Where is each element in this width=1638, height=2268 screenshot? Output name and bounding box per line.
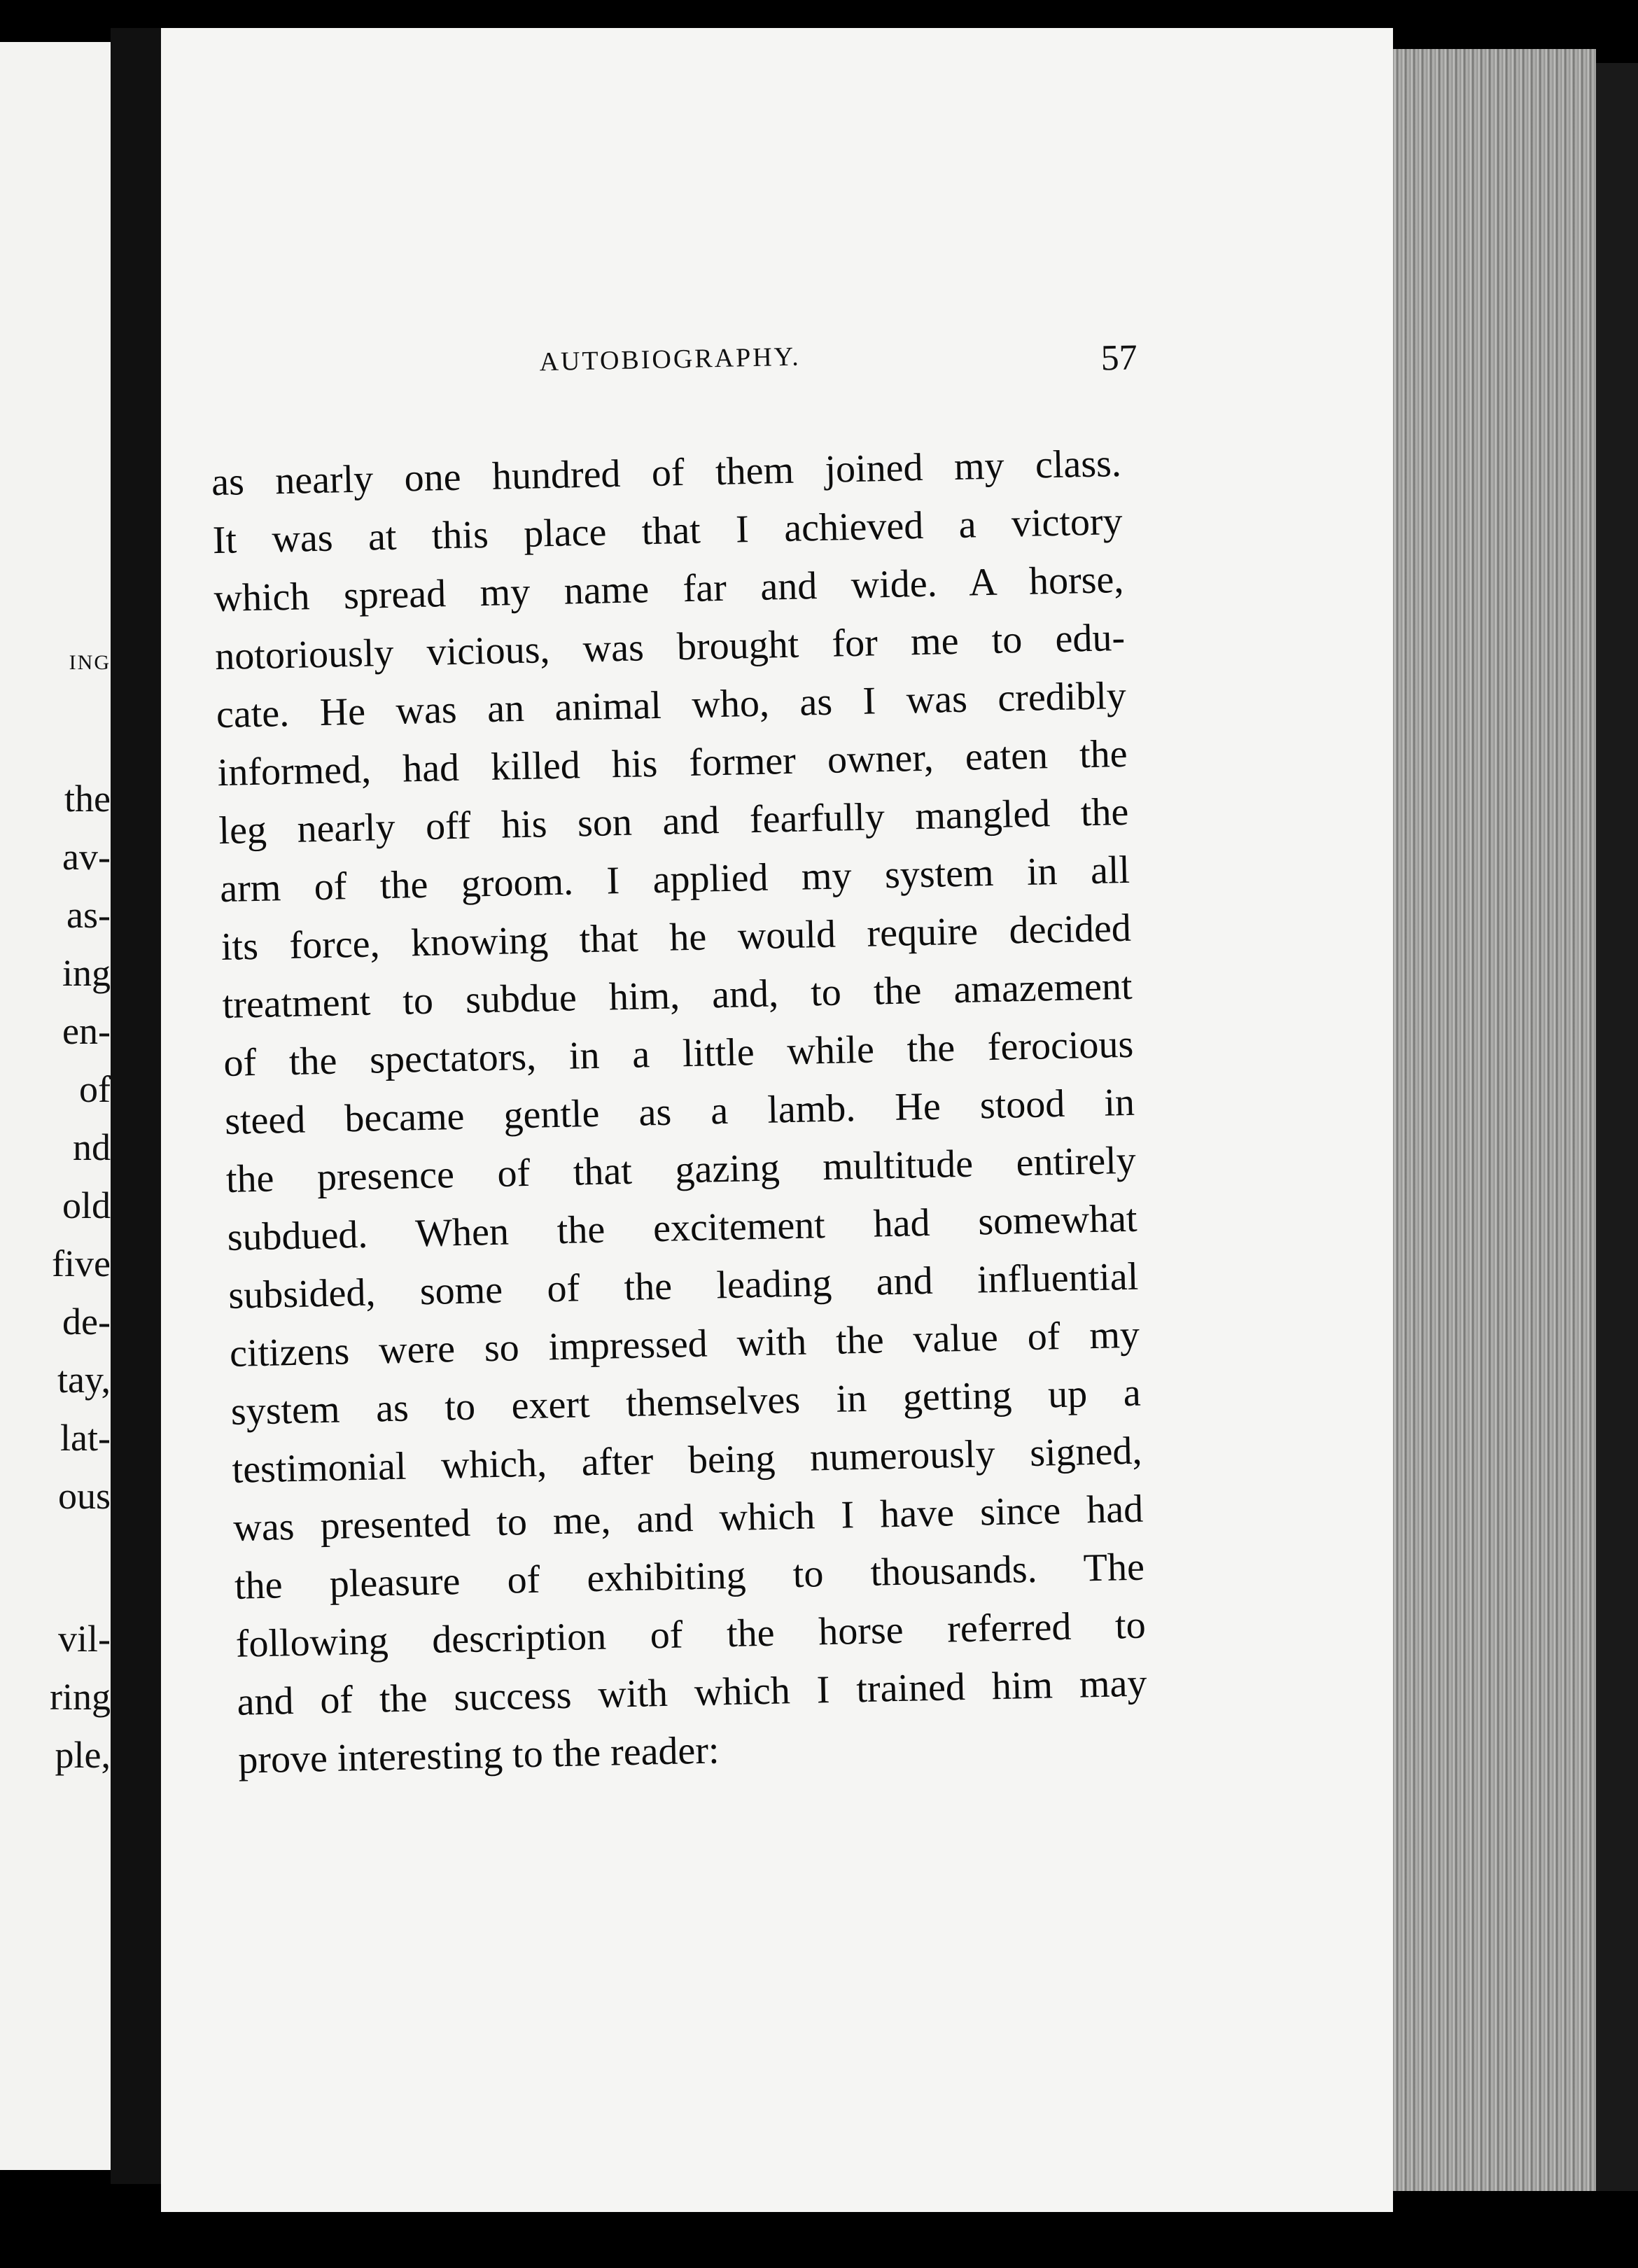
page-number: 57: [1100, 337, 1138, 379]
left-page-text-fragment: ring: [50, 1676, 111, 1718]
left-page-text-fragment: old: [62, 1184, 111, 1226]
text-line: the presence of that gazing multitude entirely: [225, 1138, 1137, 1201]
text-line: It was at this place that I achieved a victory: [212, 499, 1124, 563]
text-line: notoriously vicious, was brought for me to edu-: [214, 615, 1126, 679]
text-line: treatment to subdue him, and, to the amazement: [222, 964, 1133, 1028]
text-line: system as to exert themselves in getting up a: [230, 1371, 1142, 1434]
page-edges: [1393, 49, 1596, 2191]
text-line: leg nearly off his son and fearfully mangled the: [218, 790, 1129, 853]
left-page-text-fragment: ple,: [55, 1734, 111, 1776]
page-content: [141, 15, 1418, 2225]
text-line: subdued. When the excitement had somewhat: [227, 1196, 1138, 1259]
left-page-text-fragment: the: [64, 778, 111, 820]
running-head: AUTOBIOGRAPHY.: [539, 342, 802, 377]
left-page-text-fragment: en-: [62, 1010, 111, 1052]
text-line: prove interesting to the reader:: [237, 1728, 720, 1782]
text-line: its force, knowing that he would require decided: [220, 906, 1132, 969]
book-cover-edge: [1596, 63, 1638, 2191]
text-line: the pleasure of exhibiting to thousands. The: [234, 1545, 1145, 1608]
left-page-text-fragment: ing: [62, 952, 111, 994]
book-page: [161, 28, 1393, 2212]
text-line: arm of the groom. I applied my system in all: [219, 848, 1130, 911]
left-page-text-fragment: de-: [62, 1301, 111, 1343]
left-page-text-fragment: nd: [73, 1126, 111, 1168]
text-line: following description of the horse referred to: [235, 1603, 1147, 1666]
text-line: cate. He was an animal who, as I was credibly: [216, 673, 1127, 737]
left-page-text-fragment: vil-: [58, 1618, 111, 1660]
left-page-running-head-fragment: ING: [69, 651, 111, 674]
left-page-text-fragment: of: [79, 1068, 111, 1110]
text-line: subsided, some of the leading and influential: [227, 1254, 1139, 1317]
left-page-text-fragment: tay,: [57, 1359, 111, 1401]
text-line: and of the success with which I trained him may: [236, 1661, 1147, 1724]
text-line: informed, had killed his former owner, eaten the: [217, 732, 1128, 795]
left-page-text-fragment: ous: [57, 1475, 111, 1517]
left-page-text-fragment: five: [52, 1242, 111, 1284]
text-line: was presented to me, and which I have since had: [232, 1487, 1144, 1550]
text-line: steed became gentle as a lamb. He stood in: [224, 1080, 1135, 1143]
text-line: which spread my name far and wide. A horse,: [213, 557, 1124, 621]
left-page-text-fragment: as-: [66, 894, 111, 936]
text-line: of the spectators, in a little while the ferocious: [223, 1022, 1134, 1085]
left-page-text-fragment: lat-: [60, 1417, 111, 1459]
text-line: citizens were so impressed with the value of my: [229, 1312, 1140, 1376]
text-line: as nearly one hundred of them joined my class.: [211, 441, 1122, 505]
text-line: testimonial which, after being numerously signed,: [231, 1429, 1143, 1492]
left-page-edge: [0, 42, 111, 2170]
left-page-text-fragment: av-: [62, 836, 111, 878]
